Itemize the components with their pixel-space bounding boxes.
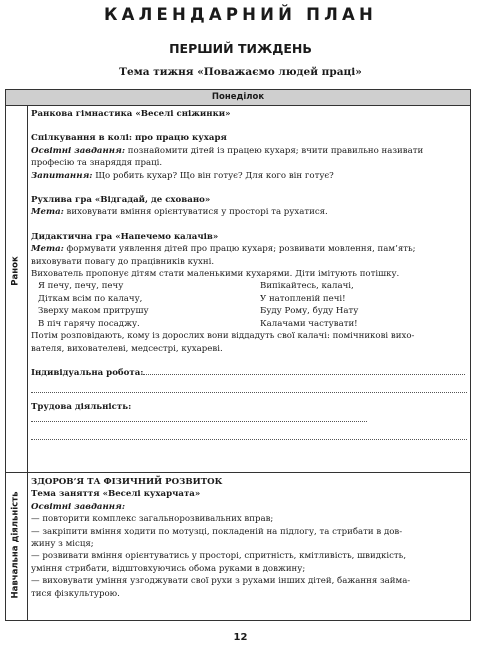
rhyme-line: Діткам всім по калачу, [38,293,143,304]
circle-talk-title: Спілкування в колі: про працю кухаря [31,133,227,144]
week-theme: Тема тижня «Поважаємо людей праці» [119,66,362,78]
individual-work-label: Індивідуальна робота: [31,367,144,378]
learning-section [31,476,467,600]
labor-activity-line [31,401,467,426]
labor-activity-label: Трудова діяльність: [31,402,132,413]
page-title: КАЛЕНДАРНИЙ ПЛАН [103,5,378,24]
learning-task-line: — закріпити вміння ходити по мотузці, покладеній на підлогу, та стрибати в дов- [31,526,403,537]
moving-game-title: Рухлива гра «Відгадай, де сховано» [31,195,211,206]
rhyme-line: Калачами частувати! [260,318,358,329]
questions [31,170,467,182]
section-label-morning: Ранок [10,256,21,286]
week-title: ПЕРШИЙ ТИЖДЕНЬ [169,41,312,56]
page-number: 12 [233,632,248,643]
plan-table [5,89,471,621]
section-divider [6,472,470,473]
goal-label: Мета: [31,207,64,218]
rhyme-line: У натопленій печі! [260,293,346,304]
fill-in-line [31,379,467,393]
rhyme-line: Я печу, печу, печу [38,281,124,292]
rhyme-line: Випікайтесь, калачі, [260,281,354,292]
goal-label: Мета: [31,244,64,255]
learning-heading: ЗДОРОВ’Я ТА ФІЗИЧНИЙ РОЗВИТОК [31,477,223,487]
learning-task-line: уміння стрибати, відштовхуючись обома руками в довжину; [31,563,306,574]
rhyme-line: Зверху маком притрушу [38,306,149,317]
rhyme-line: Буду Рому, буду Нату [260,306,359,317]
questions-text: Що робить кухар? Що він готує? Для кого він готує? [92,170,334,181]
learning-task-line: тися фізкультурою. [31,588,120,599]
teacher-instruction: Вихователь пропонує дітям стати маленькими кухарями. Діти імітують потішку. [31,269,400,280]
tasks-label: Освітні завдання: [31,145,126,156]
questions-label: Запитання: [31,170,93,181]
after-rhyme-text-cont: вателя, вихователеві, медсестрі, кухареві. [31,343,223,354]
lesson-theme: Тема заняття «Веселі кухарчата» [31,489,201,500]
after-rhyme-text: Потім розповідають, кому із дорослих вони віддадуть свої калачі: помічникові вихо- [31,331,415,342]
didactic-game-goal [31,243,467,255]
learning-task-line: жину з місця; [31,539,94,550]
column-divider [27,105,28,620]
fill-in-line [31,426,467,440]
moving-game-goal [31,206,467,218]
day-header: Понеділок [6,90,470,106]
tasks-text: познайомити дітей із працею кухаря; вчити правильно називати [125,145,424,156]
didactic-game-goal-cont: виховувати повагу до працівників кухні. [31,256,215,267]
circle-talk-tasks-cont: професію та знаряддя праці. [31,158,163,169]
didactic-game-title: Дидактична гра «Напечемо калачів» [31,231,219,242]
morning-section [31,108,467,440]
learning-tasks-label: Освітні завдання: [31,501,126,512]
rhyme [31,280,467,330]
rhyme-line: В піч гарячу посаджу. [38,318,140,329]
morning-gymnastics: Ранкова гімнастика «Веселі сніжинки» [31,109,231,119]
learning-task-line: — повторити комплекс загальнорозвивальних вправ; [31,514,274,525]
goal-text: формувати уявлення дітей про працю кухаря; розвивати мовлення, пам’ять; [63,244,416,255]
fill-in-line [31,421,367,422]
section-label-learning: Навчальна діяльність [10,491,21,599]
learning-task-line: — виховувати уміння узгоджувати свої рухи з рухами інших дітей, бажання займа- [31,576,411,587]
circle-talk-tasks [31,145,467,157]
individual-work-line [31,367,467,379]
goal-text: виховувати вміння орієнтуватися у просторі та рухатися. [63,207,328,218]
fill-in-line [143,374,465,375]
learning-task-line: — розвивати вміння орієнтуватись у просторі, спритність, кмітливість, швидкість, [31,551,407,562]
